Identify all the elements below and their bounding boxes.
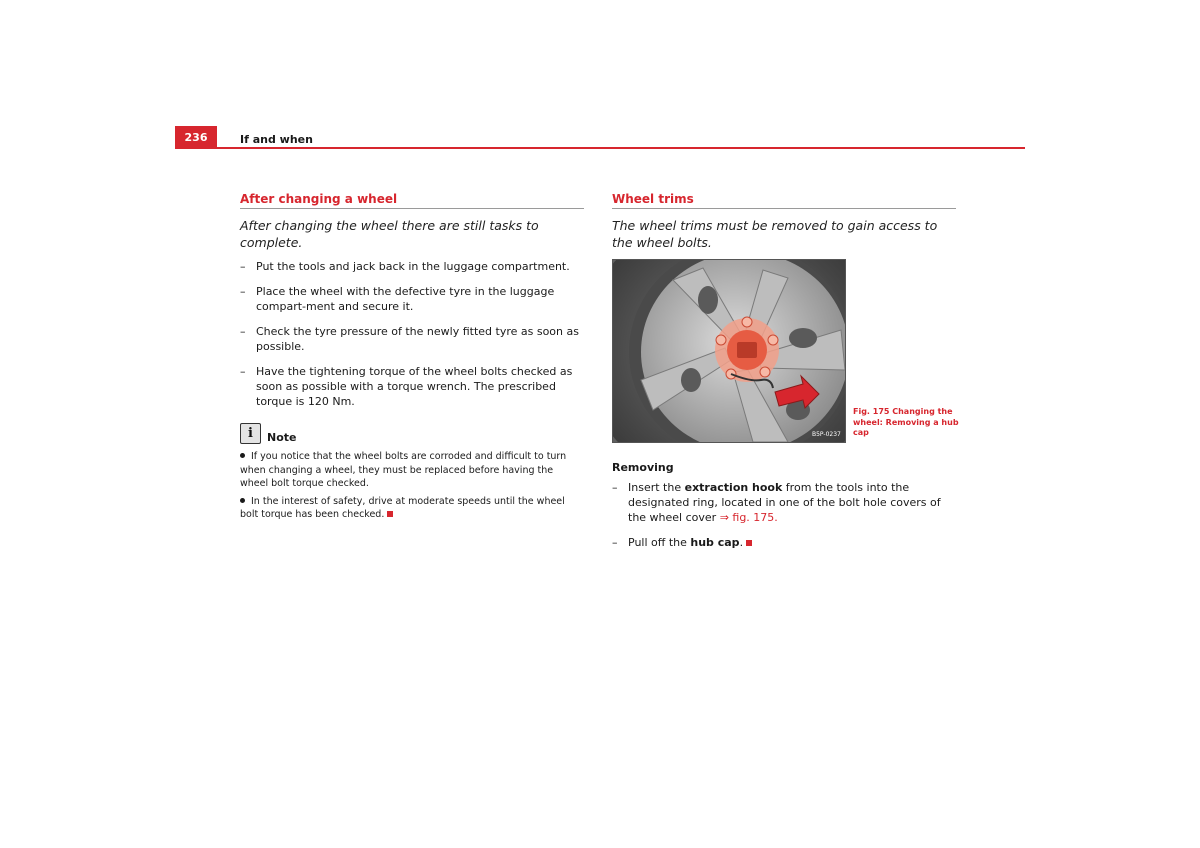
end-of-section-icon [387, 511, 393, 517]
right-column [612, 192, 959, 560]
bullet-icon [240, 453, 245, 458]
section-title-after-changing: After changing a wheel [240, 192, 584, 209]
step-text: Pull off the [628, 536, 691, 549]
end-of-section-icon [746, 540, 752, 546]
note-list [240, 450, 584, 522]
list-item: – Place the wheel with the defective tyre in the luggage compart-ment and secure it. [240, 284, 584, 314]
note-item-text: If you notice that the wheel bolts are corroded and difficult to turn when changing a wheel, they must be replaced before having the wheel bolt torque checked. [240, 451, 567, 489]
page-number: 236 [175, 126, 217, 148]
step-term: extraction hook [684, 481, 783, 494]
list-item [612, 535, 956, 550]
note-item [240, 450, 584, 491]
list-item [612, 480, 956, 525]
bullet-icon [240, 498, 245, 503]
figure-code: B5P-0237 [812, 431, 841, 438]
section-title-wheel-trims: Wheel trims [612, 192, 956, 209]
left-column [240, 192, 584, 526]
note-item [240, 495, 584, 522]
note-label: Note [267, 431, 297, 444]
running-head: If and when [240, 133, 313, 146]
info-icon: i [240, 423, 261, 444]
note-item-text: In the interest of safety, drive at moderate speeds until the wheel bolt torque has been checked. [240, 495, 565, 520]
figure-175 [612, 259, 959, 443]
step-term: hub cap [690, 536, 740, 549]
header-rule [175, 147, 1025, 149]
section-lead: After changing the wheel there are still tasks to complete. [240, 218, 539, 250]
figure-reference-link[interactable]: ⇒ fig. 175. [719, 511, 778, 524]
step-text: Insert the [628, 481, 685, 494]
removing-heading: Removing [612, 461, 674, 474]
figure-caption: Fig. 175 Changing the wheel: Removing a hub cap [853, 407, 959, 437]
wheel-hub-cap-illustration [612, 259, 846, 443]
task-list [240, 259, 584, 409]
list-item: – Put the tools and jack back in the luggage compartment. [240, 259, 584, 274]
section-lead: The wheel trims must be removed to gain access to the wheel bolts. [612, 218, 938, 250]
step-text: . [739, 536, 744, 549]
step-text: from the tools into the designated ring, located in one of the bolt hole covers of the wheel cover [628, 481, 941, 524]
note-header [240, 423, 584, 444]
list-item: – Have the tightening torque of the wheel bolts checked as soon as possible with a torque wrench. The prescribed torque is 120 Nm. [240, 364, 584, 409]
removing-steps [612, 480, 956, 550]
list-item: – Check the tyre pressure of the newly fitted tyre as soon as possible. [240, 324, 584, 354]
